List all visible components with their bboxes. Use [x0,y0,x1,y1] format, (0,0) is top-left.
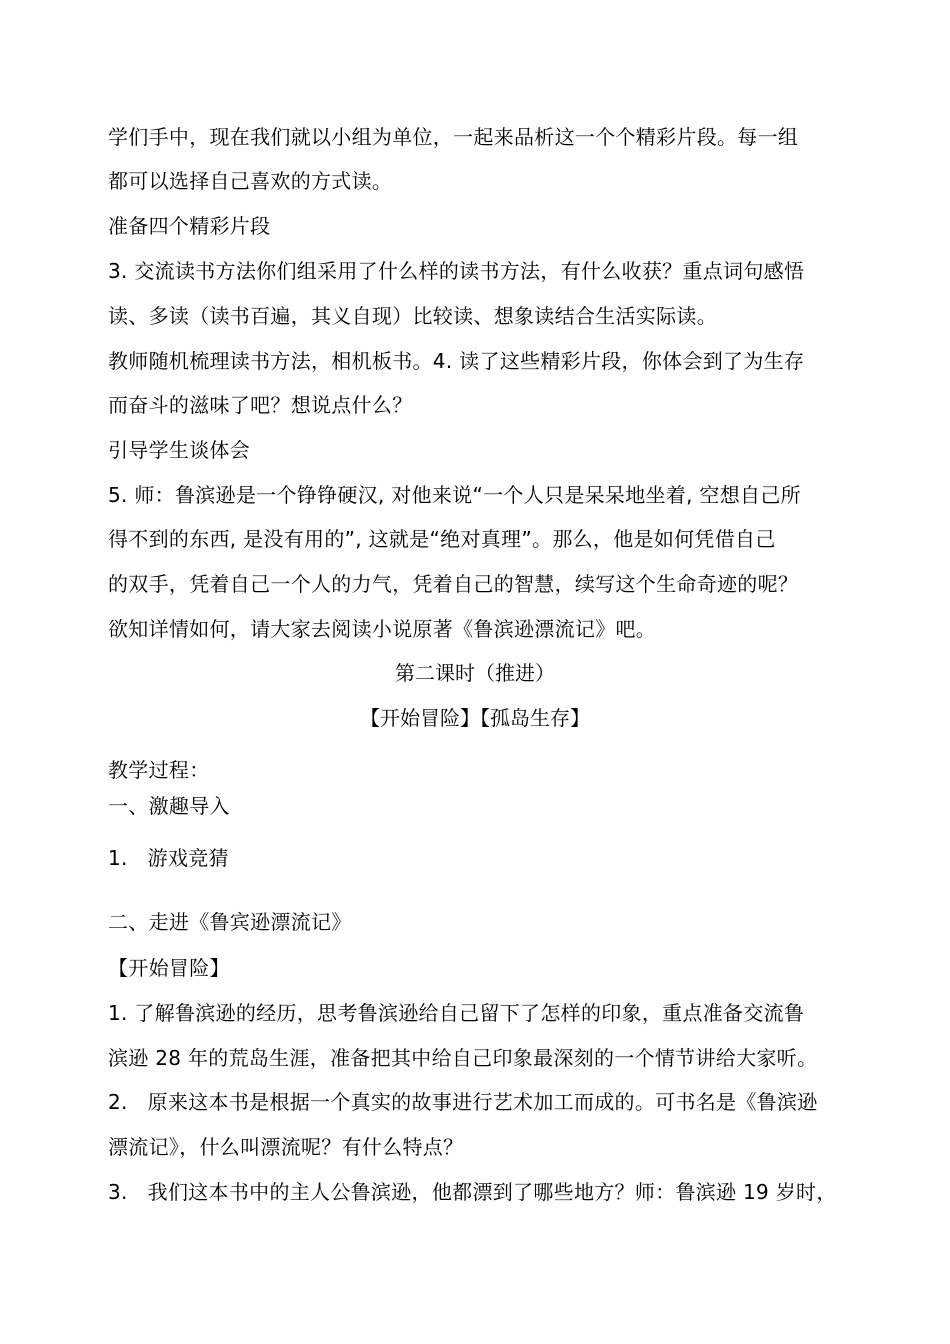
lesson-subtitle: 【开始冒险】【孤岛生存】 [360,706,590,730]
paragraph-line: 的双手，凭着自己一个人的力气，凭着自己的智慧，续写这个生命奇迹的呢？ [108,572,799,596]
section-heading: 二、走进《鲁宾逊漂流记》 [108,910,352,934]
paragraph-line: 读、多读（读书百遍，其义自现）比较读、想象读结合生活实际读。 [108,304,717,328]
paragraph-line: 得不到的东西, 是没有用的”, 这就是“绝对真理”。那么，他是如何凭借自己 [108,527,776,551]
paragraph-line: 引导学生谈体会 [108,438,251,462]
list-item: 1. 游戏竞猜 [108,846,229,870]
paragraph-line: 学们手中，现在我们就以小组为单位，一起来品析这一个个精彩片段。每一组 [108,125,799,149]
paragraph-line: 漂流记》，什么叫漂流呢？有什么特点？ [108,1135,464,1159]
paragraph-line: 1. 了解鲁滨逊的经历，思考鲁滨逊给自己留下了怎样的印象，重点准备交流鲁 [108,1001,805,1025]
paragraph-line: 教师随机梳理读书方法，相机板书。4. 读了这些精彩片段，你体会到了为生存 [108,349,805,373]
paragraph-line: 而奋斗的滋味了吧？想说点什么？ [108,393,413,417]
lesson-title: 第二课时（推进） [395,661,555,685]
paragraph-line: 2. 原来这本书是根据一个真实的故事进行艺术加工而成的。可书名是《鲁滨逊 [108,1090,818,1114]
paragraph-line: 都可以选择自己喜欢的方式读。 [108,169,393,193]
subsection-heading: 【开始冒险】 [108,956,230,980]
paragraph-line: 欲知详情如何，请大家去阅读小说原著《鲁滨逊漂流记》吧。 [108,617,657,641]
process-label: 教学过程： [108,758,210,782]
paragraph-line: 3. 交流读书方法你们组采用了什么样的读书方法，有什么收获？重点词句感悟 [108,259,805,283]
paragraph-line: 滨逊 28 年的荒岛生涯，准备把其中给自己印象最深刻的一个情节讲给大家听。 [108,1046,818,1070]
paragraph-line: 3. 我们这本书中的主人公鲁滨逊，他都漂到了哪些地方？师：鲁滨逊 19 岁时， [108,1180,837,1204]
paragraph-line: 5. 师：鲁滨逊是一个铮铮硬汉, 对他来说“一个人只是呆呆地坐着, 空想自己所 [108,483,801,507]
paragraph-line: 准备四个精彩片段 [108,214,271,238]
section-heading: 一、激趣导入 [108,794,230,818]
